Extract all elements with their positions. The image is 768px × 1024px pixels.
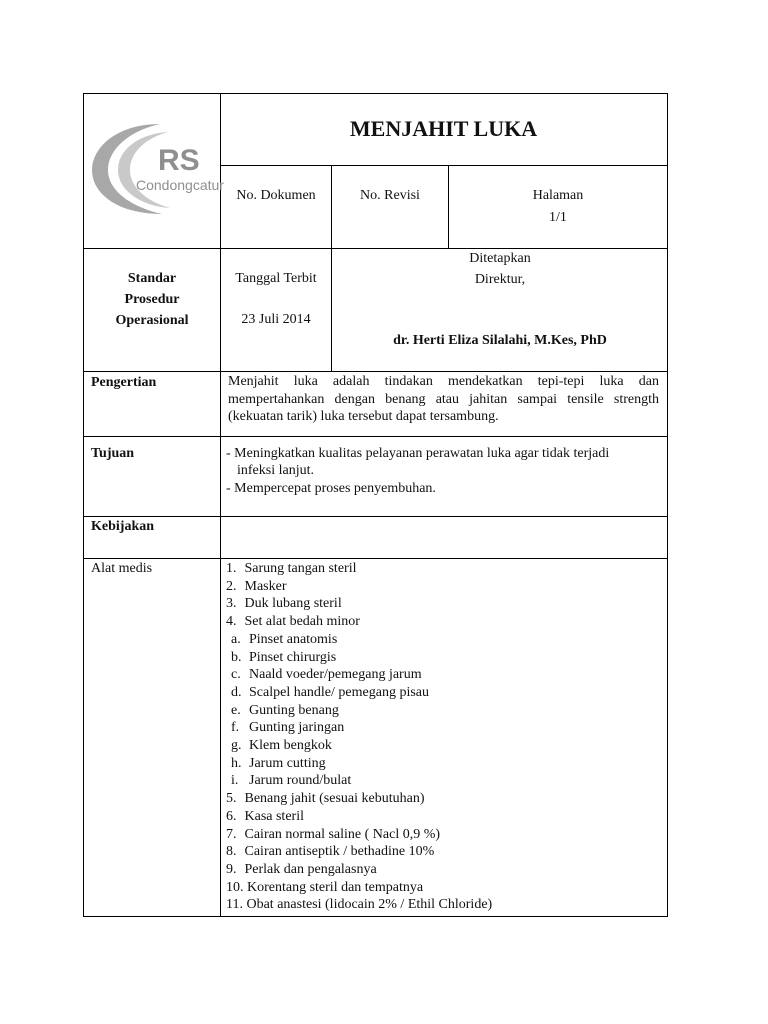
border-title-bottom xyxy=(220,165,668,166)
border-sop-bottom xyxy=(83,371,668,372)
direktur-label: Direktur, xyxy=(474,272,526,287)
pengertian-label: Pengertian xyxy=(91,375,157,390)
sub-list-item: e. Gunting benang xyxy=(231,702,339,718)
no-revisi-label: No. Revisi xyxy=(360,188,420,203)
sop-label-line2: Prosedur xyxy=(124,292,180,307)
tujuan-label: Tujuan xyxy=(91,446,135,461)
sop-label-line1: Standar xyxy=(127,271,177,286)
sub-list-item: d. Scalpel handle/ pemegang pisau xyxy=(231,684,429,700)
border-doc-bottom xyxy=(83,248,668,249)
sop-label-line3: Operasional xyxy=(115,313,189,328)
tanggal-terbit-label: Tanggal Terbit xyxy=(235,271,317,286)
list-item: 3. Duk lubang steril xyxy=(226,596,342,612)
halaman-value: 1/1 xyxy=(549,210,567,225)
list-item: 9. Perlak dan pengalasnya xyxy=(226,861,377,877)
alat-medis-list xyxy=(226,560,492,914)
sub-list-item: c. Naald voeder/pemegang jarum xyxy=(231,667,422,683)
border-revisi-halaman xyxy=(448,165,449,249)
tujuan-item-1-cont: infeksi lanjut. xyxy=(237,463,314,478)
logo-name: Condongcatur xyxy=(136,177,224,193)
pengertian-text: Menjahit luka adalah tindakan mendekatkan tepi-tepi luka dan mempertahankan dengan benang atau jahitan sampai tensile strength (kekuatan tarik) luka tersebut dapat tersambung. xyxy=(228,374,659,425)
border-bottom xyxy=(83,916,668,917)
list-item: 2. Masker xyxy=(226,578,287,594)
halaman-label: Halaman xyxy=(532,188,584,203)
list-item: 4. Set alat bedah minor xyxy=(226,614,360,630)
logo-mark: RS xyxy=(158,144,200,177)
list-item: 8. Cairan antiseptik / bethadine 10% xyxy=(226,844,435,860)
tujuan-item-1: - Meningkatkan kualitas pelayanan perawatan luka agar tidak terjadi xyxy=(226,446,610,461)
signatory-name: dr. Herti Eliza Silalahi, M.Kes, PhD xyxy=(393,333,607,348)
sub-list-item: f. Gunting jaringan xyxy=(231,720,345,736)
border-right xyxy=(667,93,668,917)
sub-list-item: a. Pinset anatomis xyxy=(231,631,338,647)
border-top xyxy=(83,93,668,94)
list-item: 6. Kasa steril xyxy=(226,808,304,824)
border-kebijakan-bottom xyxy=(83,558,668,559)
sub-list-item: i. Jarum round/bulat xyxy=(231,773,352,789)
border-pengertian-bottom xyxy=(83,436,668,437)
tujuan-item-2: - Mempercepat proses penyembuhan. xyxy=(226,481,436,496)
border-col-divider xyxy=(220,93,221,917)
list-item: 11. Obat anastesi (lidocain 2% / Ethil Chloride) xyxy=(226,897,493,913)
kebijakan-label: Kebijakan xyxy=(91,519,155,534)
sub-list-item: g. Klem bengkok xyxy=(231,738,332,754)
border-left xyxy=(83,93,84,917)
hospital-logo xyxy=(88,118,224,218)
sub-list-item: h. Jarum cutting xyxy=(231,755,326,771)
list-item: 1. Sarung tangan steril xyxy=(226,561,357,576)
document-title: MENJAHIT LUKA xyxy=(349,116,538,141)
list-item: 7. Cairan normal saline ( Nacl 0,9 %) xyxy=(226,826,441,842)
list-item: 5. Benang jahit (sesuai kebutuhan) xyxy=(226,791,425,807)
ditetapkan-label: Ditetapkan xyxy=(469,251,531,266)
border-tujuan-bottom xyxy=(83,516,668,517)
list-item: 10. Korentang steril dan tempatnya xyxy=(226,879,424,895)
no-dokumen-label: No. Dokumen xyxy=(236,188,316,203)
alat-medis-label: Alat medis xyxy=(91,561,153,576)
tanggal-terbit-value: 23 Juli 2014 xyxy=(241,312,311,327)
sub-list-item: b. Pinset chirurgis xyxy=(231,649,337,665)
